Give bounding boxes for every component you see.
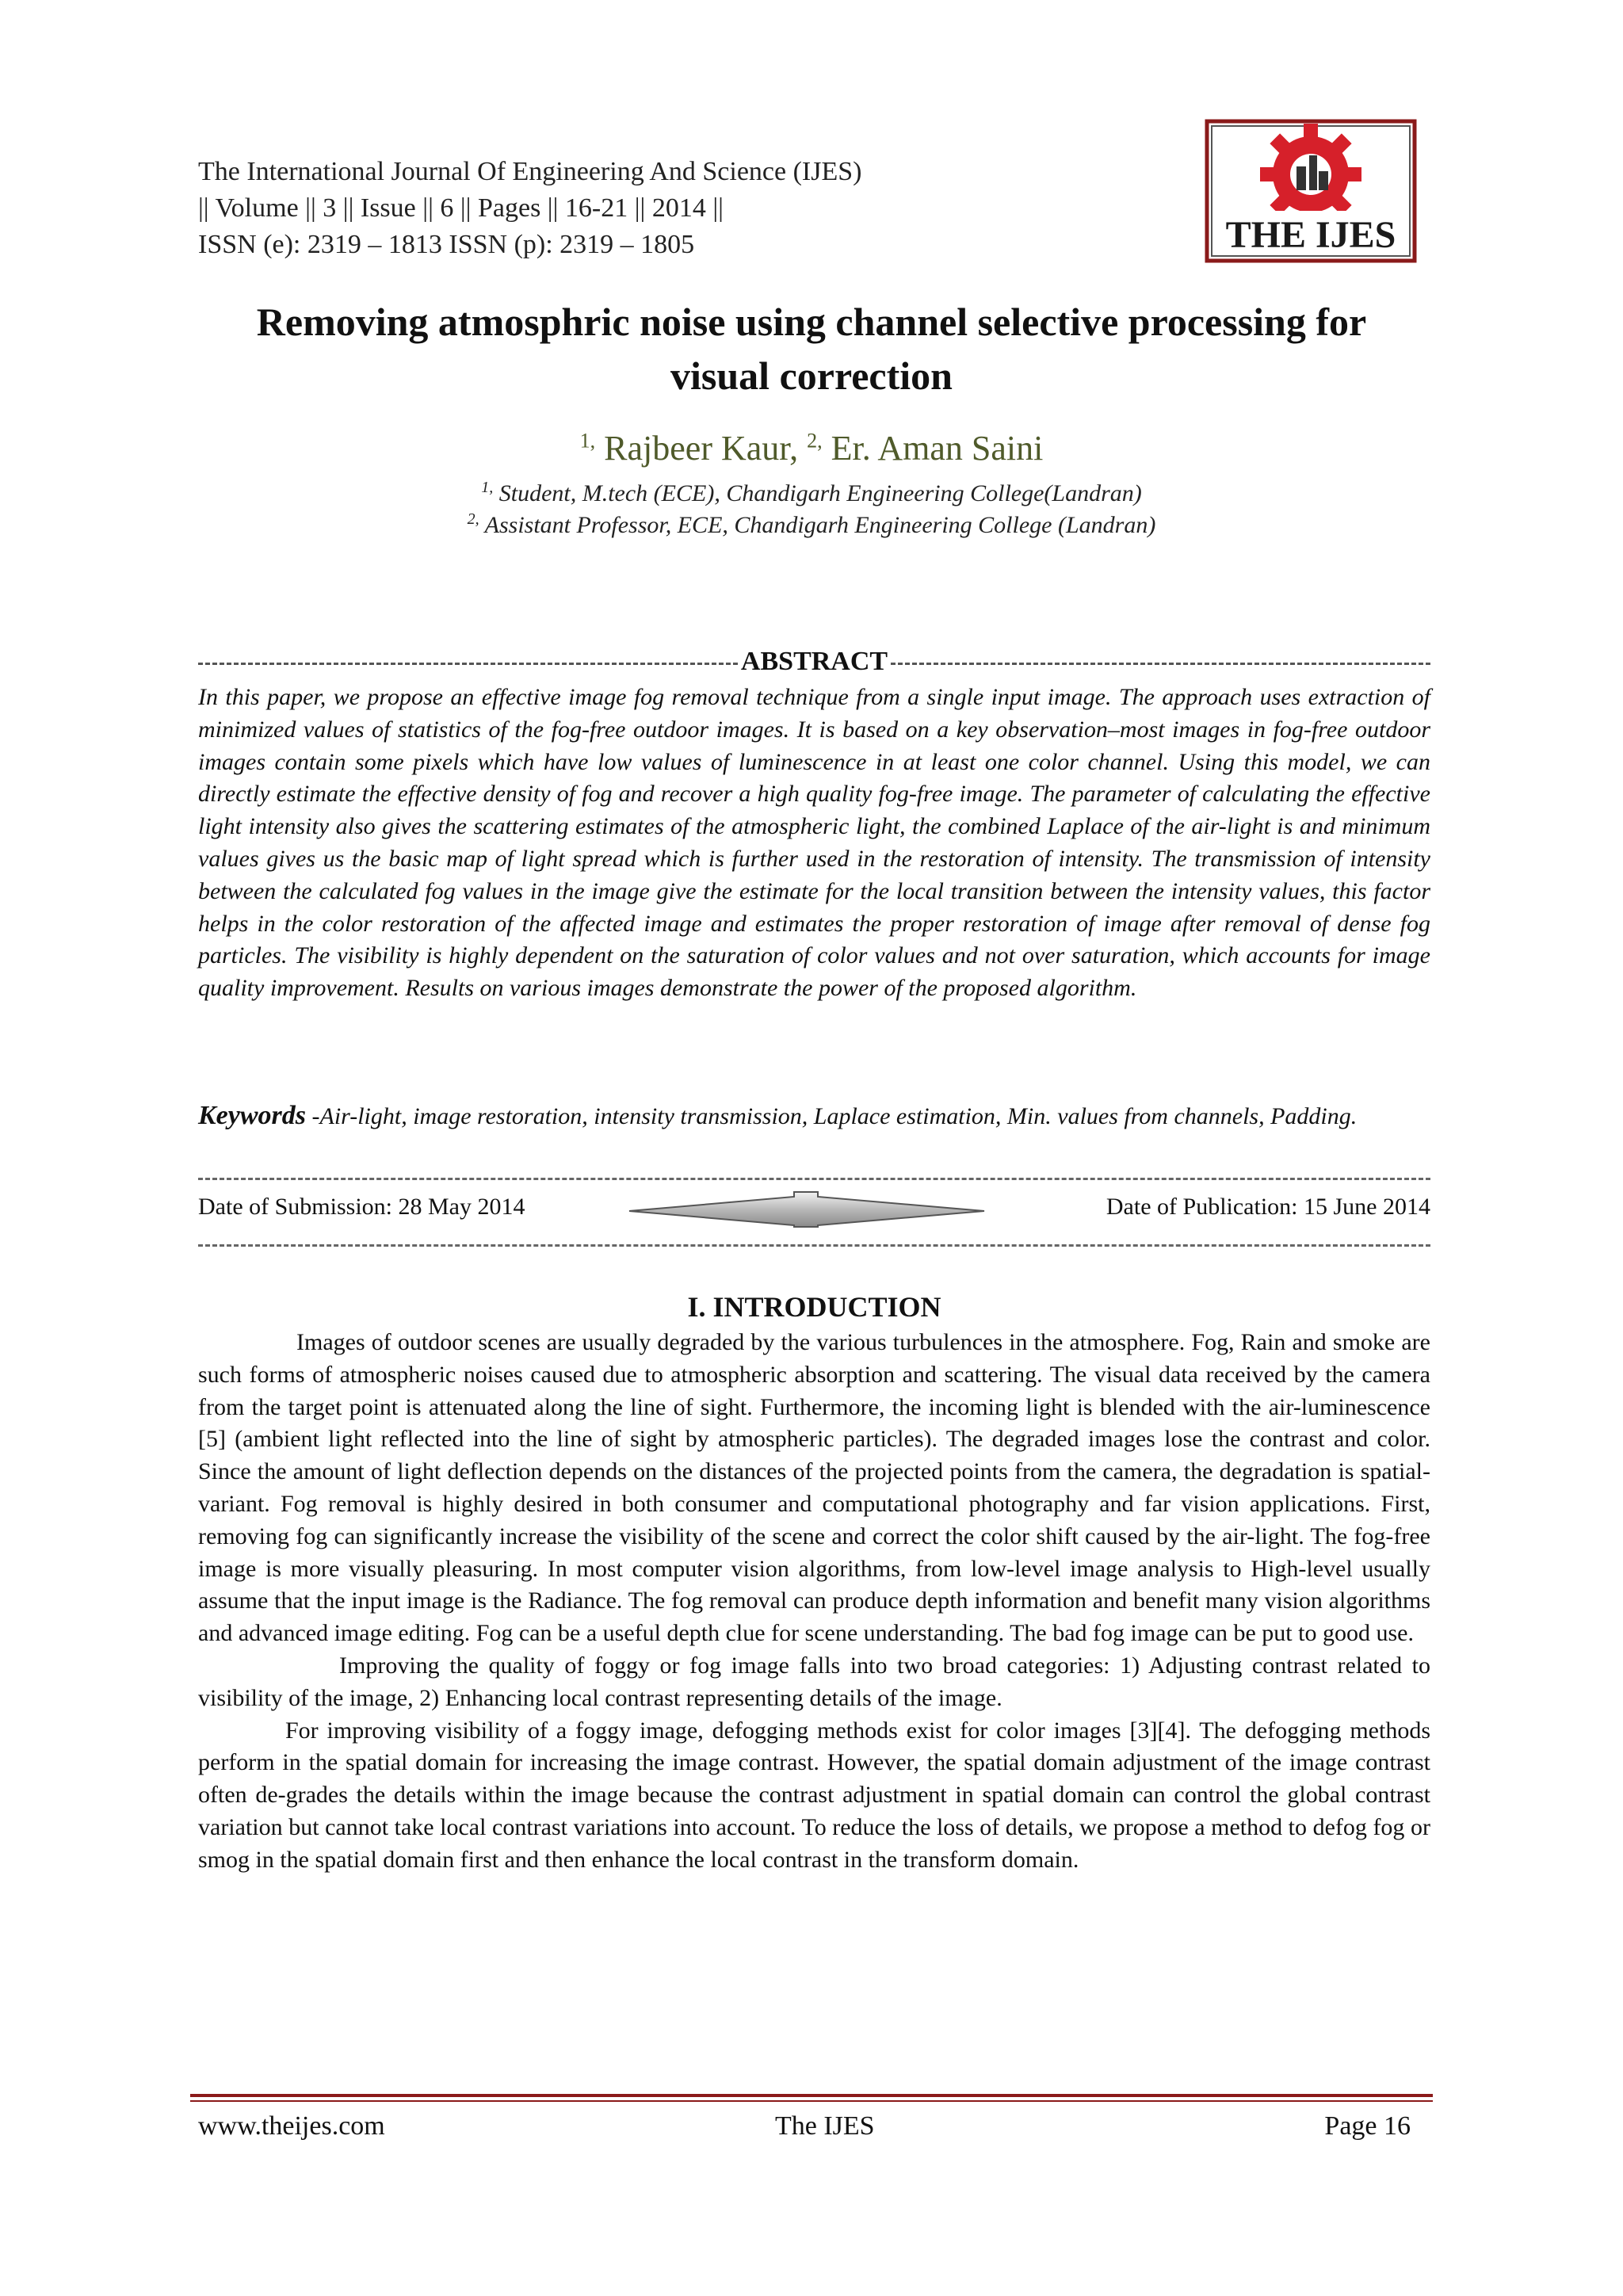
gear-icon [1260,124,1361,225]
author2-sup: 2, [807,429,823,453]
section-heading-introduction: I. INTRODUCTION [687,1291,941,1323]
affiliation-2 [178,510,1445,539]
journal-header [198,154,861,263]
journal-name: The International Journal Of Engineering And Science (IJES) [198,157,862,186]
footer-rule-thick [190,2094,1433,2097]
author2-name: Er. Aman Saini [831,429,1044,468]
intro-paragraph-2: Improving the quality of foggy or fog image falls into two broad categories: 1) Adjusting contrast related to visibility of the image, 2) Enhancing local contrast representing details of the image. [198,1652,1430,1711]
intro-paragraph-3: For improving visibility of a foggy image, defogging methods exist for color images [3][4]. The defogging methods perform in the spatial domain for increasing the image contrast. However, the spatial domain adjustment of the image contrast often de-grades the details within the image because the contrast adjustment in spatial domain can control the global contrast variation but cannot take local contrast variations into account. To reduce the loss of details, we propose a method to defog fog or smog in the spatial domain first and then enhance the local contrast in the transform domain. [198,1717,1430,1873]
submission-date: Date of Submission: 28 May 2014 [198,1194,525,1220]
keywords-text: -Air-light, image restoration, intensity transmission, Laplace estimation, Min. values from channels, Padding. [306,1103,1358,1129]
journal-volume-info: || Volume || 3 || Issue || 6 || Pages || 16-21 || 2014 || [198,193,724,223]
introduction-body [198,1327,1430,1877]
affil1-text: Student, M.tech (ECE), Chandigarh Engineering College(Landran) [498,480,1142,506]
dates-row [198,1194,1430,1228]
affil1-sup: 1, [481,479,494,496]
logo-text: THE IJES [1225,214,1396,256]
abstract-heading: ABSTRACT [740,647,888,676]
title-line-2: visual correction [670,353,953,398]
footer-journal: The IJES [775,2111,875,2141]
intro-paragraph-1: Images of outdoor scenes are usually degraded by the various turbulences in the atmosphere. Fog, Rain and smoke are such forms of atmospheric noises caused due to atmospheric absorption and scattering. The visual data received by the camera from the target point is attenuated along the line of sight. Furthermore, the incoming light is blended with the air-luminescence [5] (ambient light reflected into the line of sight by atmospheric particles). The degraded images lose the contrast and color. Since the amount of light deflection depends on the distances of the projected points from the camera, the degradation is spatial-variant. Fog removal is highly desired in both consumer and computational photography and far vision applications. First, removing fog can significantly increase the visibility of the scene and correct the color shift caused by the air-light. The fog-free image is more visually pleasuring. In most computer vision algorithms, from low-level image analysis to High-level usually assume that the input image is the Radiance. The fog removal can produce depth information and benefit many vision algorithms and advanced image editing. Fog can be a useful depth clue for scene understanding. The bad fog image can be put to good use. [198,1329,1430,1647]
ijes-logo [1205,119,1417,263]
footer-rule-thin [190,2100,1433,2102]
keywords-label: Keywords [198,1101,306,1130]
abstract-body: In this paper, we propose an effective image fog removal technique from a single input image. The approach uses extraction of minimized values of statistics of the fog-free outdoor images. It is based on a key observation–most images in fog-free outdoor images contain some pixels which have low values of luminescence in at least one color channel. Using this model, we can directly estimate the effective density of fog and recover a high quality fog-free image. The parameter of calculating the effective light intensity also gives the scattering estimates of the atmospheric light, the combined Laplace of the air-light is and minimum values gives us the basic map of light spread which is further used in the restoration of intensity. The transmission of intensity between the calculated fog values in the image give the estimate for the local transition between the intensity values, this factor helps in the color restoration of the affected image and estimates the proper restoration of image after removal of dense fog particles. The visibility is highly dependent on the saturation of color values and not over saturation, which accounts for image quality improvement. Results on various images demonstrate the power of the proposed algorithm. [198,684,1430,1002]
title-line-1: Removing atmosphric noise using channel selective processing for [256,300,1367,344]
affil2-sup: 2, [467,510,479,528]
affil2-text: Assistant Professor, ECE, Chandigarh Engineering College (Landran) [484,512,1156,538]
dash-rule-left [198,663,738,665]
author1-sup: 1, [579,429,596,453]
affiliation-1 [178,479,1445,507]
footer-website: www.theijes.com [198,2111,385,2141]
dash-divider-bottom [198,1244,1430,1247]
dash-rule-right [891,663,1430,665]
abstract-heading-row [198,647,1430,677]
double-arrow-icon [628,1190,986,1228]
paper-title [174,295,1449,403]
author1-name: Rajbeer Kaur, [604,429,799,468]
keywords [198,1100,1430,1133]
footer-page-number: Page 16 [1324,2111,1411,2141]
dash-divider-top [198,1178,1430,1180]
publication-date: Date of Publication: 15 June 2014 [1106,1194,1430,1220]
author-line [178,428,1445,468]
journal-issn: ISSN (e): 2319 – 1813 ISSN (p): 2319 – 1805 [198,230,695,259]
